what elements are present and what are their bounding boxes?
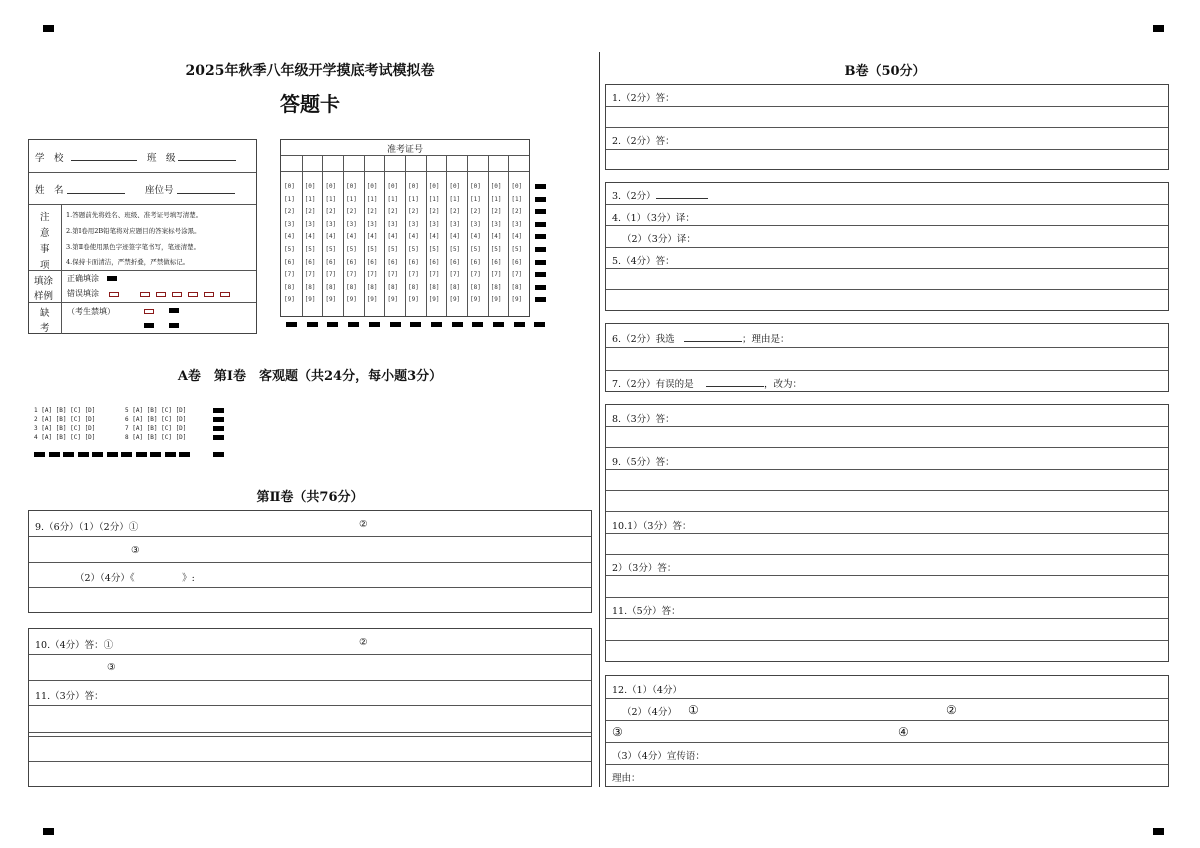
exam-id-digit-bubble[interactable]: [9] [511,296,523,304]
timing-mark [136,452,147,457]
timing-mark [472,322,483,327]
exam-id-digit-bubble[interactable]: [0] [449,183,461,190]
info-box [28,139,257,334]
notice-3: 3.第Ⅱ卷使用黑色字迹签字笔书写，笔迹清楚。 [66,243,201,251]
timing-mark [150,452,161,457]
notice-4: 4.保持卡面清洁，严禁折叠，严禁做标记。 [66,258,190,266]
absent-label-1: 缺 [40,308,50,319]
timing-mark [535,209,546,214]
exam-id-digit-bubble[interactable]: [3] [304,220,316,228]
timing-mark [535,260,546,265]
exam-id-digit-bubble[interactable]: [6] [449,258,461,266]
exam-id-digit-bubble[interactable]: [6] [428,258,440,266]
b-q4-1: 4.（1）（3分）译： [612,213,695,224]
wrong-fill-sample-2 [140,292,150,297]
b-q6-blank[interactable] [684,341,742,342]
timing-mark [535,222,546,227]
exam-id-digit-bubble[interactable]: [5] [304,246,316,253]
exam-id-digit-bubble[interactable]: [1] [490,195,502,203]
seat-field[interactable] [177,193,235,194]
timing-mark [410,322,421,327]
exam-id-digit-bubble[interactable]: [2] [387,208,399,216]
choice-question-row[interactable]: 5 [A] [B] [C] [D] [125,407,187,414]
exam-id-digit-bubble[interactable]: [6] [470,258,481,266]
exam-id-digit-bubble[interactable]: [1] [284,195,295,203]
exam-id-digit-bubble[interactable]: [3] [325,220,337,228]
b-q12-circle-3: ③ [612,725,623,739]
exam-title: 2025年秋季八年级开学摸底考试模拟卷 [185,63,435,79]
exam-id-digit-bubble[interactable]: [2] [304,208,316,216]
b-q5: 5.（4分）答： [612,256,675,267]
exam-id-digit-bubble[interactable]: [6] [325,258,337,266]
exam-id-digit-bubble[interactable]: [5] [470,246,481,253]
notice-label-3: 事 [40,244,50,255]
corner-mark-top-right [1153,25,1164,32]
absent-box[interactable] [144,309,154,314]
section-2-title: 第Ⅱ卷（共76分） [256,490,364,505]
timing-mark [49,452,60,457]
exam-id-digit-bubble[interactable]: [6] [366,258,378,266]
exam-id-digit-bubble[interactable]: [4] [490,233,502,241]
q9-circle-2: ② [359,519,368,530]
timing-mark [327,322,338,327]
timing-mark [535,234,546,239]
corner-mark-bottom-right [1153,828,1164,835]
exam-id-digit-bubble[interactable]: [2] [408,208,419,216]
exam-id-digit-bubble[interactable]: [7] [325,271,337,279]
wrong-fill-label: 错误填涂 [67,289,99,298]
exam-id-digit-bubble[interactable]: [0] [325,183,337,190]
exam-id-digit-bubble[interactable]: [9] [449,296,461,304]
exam-id-digit-bubble[interactable]: [4] [366,233,378,241]
b-q6: 6.（2分）我选 [612,334,675,345]
exam-id-digit-bubble[interactable]: [3] [387,220,399,228]
exam-id-digit-bubble[interactable]: [9] [408,296,419,304]
exam-id-digit-bubble[interactable]: [9] [366,296,378,304]
b-q12-circle-1: ① [688,703,699,717]
exam-id-digit-bubble[interactable]: [3] [408,220,419,228]
timing-mark [92,452,103,457]
timing-mark [213,435,224,440]
wrong-fill-sample-7 [220,292,230,297]
b-q6-7-box [605,323,1169,392]
sample-label-2: 样例 [34,291,54,302]
b-q12-circle-2: ② [946,703,957,717]
corner-mark-bottom-left [43,828,54,835]
exam-id-digit-bubble[interactable]: [8] [366,283,378,291]
timing-mark [213,417,224,422]
school-field[interactable] [71,160,137,161]
exam-id-digit-bubble[interactable]: [8] [346,283,357,291]
q9-circle-3: ③ [131,545,140,556]
exam-id-digit-bubble[interactable]: [4] [387,233,399,241]
timing-mark [307,322,318,327]
exam-id-digit-bubble[interactable]: [6] [511,258,523,266]
exam-id-digit-bubble[interactable]: [2] [428,208,440,216]
timing-mark [535,184,546,189]
exam-id-digit-bubble[interactable]: [1] [470,195,481,203]
b-q11: 11.（5分）答： [612,606,681,617]
exam-id-digit-bubble[interactable]: [6] [346,258,357,266]
timing-mark [390,322,401,327]
exam-id-digit-bubble[interactable]: [3] [490,220,502,228]
exam-id-digit-bubble[interactable]: [4] [511,233,523,241]
q10-11-box [28,628,592,787]
b-q10-1: 10.1）（3分）答： [612,521,692,532]
exam-id-digit-bubble[interactable]: [2] [284,208,295,216]
exam-id-digit-bubble[interactable]: [0] [511,183,523,190]
exam-id-digit-bubble[interactable]: [6] [387,258,399,266]
exam-id-digit-bubble[interactable]: [9] [387,296,399,304]
timing-mark [514,322,525,327]
timing-mark [431,322,442,327]
exam-id-digit-bubble[interactable]: [9] [346,296,357,304]
exam-id-digit-bubble[interactable]: [7] [490,271,502,279]
notice-label-2: 意 [40,228,50,239]
timing-mark [534,322,545,327]
exam-id-digit-bubble[interactable]: [5] [428,246,440,253]
timing-mark [535,247,546,252]
correct-fill-label: 正确填涂 [67,274,99,283]
exam-id-digit-bubble[interactable]: [1] [304,195,316,203]
choice-question-row[interactable]: 6 [A] [B] [C] [D] [125,416,187,423]
choice-question-row[interactable]: 1 [A] [B] [C] [D] [34,407,96,414]
exam-id-digit-bubble[interactable]: [3] [449,220,461,228]
exam-id-digit-bubble[interactable]: [2] [470,208,481,216]
exam-id-digit-bubble[interactable]: [7] [428,271,440,279]
absent-label-2: 考 [40,323,50,334]
q10-circle-3: ③ [107,662,116,673]
exam-id-digit-bubble[interactable]: [4] [408,233,419,241]
exam-id-label: 准考证号 [386,145,423,155]
timing-mark [213,452,224,457]
b-q12-2: （2）（4分） [622,707,677,718]
notice-1: 1.答题前先将姓名、班级、准考证号填写清楚。 [66,211,203,219]
q10-circle-2: ② [359,637,368,648]
exam-id-digit-bubble[interactable]: [9] [325,296,337,304]
timing-mark [535,272,546,277]
b-q7-blank[interactable] [706,386,764,387]
school-label: 学 校 [35,153,64,164]
timing-mark [452,322,463,327]
q11-line: 11.（3分）答： [35,691,104,702]
section-b-title: B卷（50分） [844,64,926,79]
exam-id-digit-bubble[interactable]: [0] [366,183,378,190]
choice-question-row[interactable]: 4 [A] [B] [C] [D] [34,434,96,441]
choice-question-row[interactable]: 2 [A] [B] [C] [D] [34,416,96,423]
corner-mark-top-left [43,25,54,32]
b-q8-11-box [605,404,1169,662]
exam-id-digit-bubble[interactable]: [8] [449,283,461,291]
b-q9: 9.（5分）答： [612,457,675,468]
exam-id-digit-bubble[interactable]: [5] [408,246,419,253]
q9-line1: 9.（6分）（1）（2分）① [35,522,139,533]
exam-id-digit-bubble[interactable]: [9] [490,296,502,304]
exam-id-digit-bubble[interactable]: [3] [428,220,440,228]
exam-id-digit-bubble[interactable]: [1] [408,195,419,203]
exam-id-digit-bubble[interactable]: [6] [304,258,316,266]
exam-id-digit-bubble[interactable]: [9] [428,296,440,304]
exam-id-digit-bubble[interactable]: [5] [387,246,399,253]
timing-mark [493,322,504,327]
exam-id-digit-bubble[interactable]: [1] [346,195,357,203]
b-q8: 8.（3分）答： [612,414,675,425]
q9-line3: （2）（4分）《 》: [75,573,195,584]
exam-id-digit-bubble[interactable]: [4] [325,233,337,241]
b-q12-box [605,675,1169,787]
page-divider [599,52,600,787]
b-q7-fix: ，改为： [764,379,803,390]
exam-id-digit-bubble[interactable]: [3] [284,220,295,228]
exam-id-digit-bubble[interactable]: [4] [428,233,440,241]
timing-mark [63,452,74,457]
choice-question-row[interactable]: 7 [A] [B] [C] [D] [125,425,187,432]
exam-id-digit-bubble[interactable]: [7] [449,271,461,279]
exam-id-digit-bubble[interactable]: [0] [408,183,419,190]
exam-id-digit-bubble[interactable]: [8] [490,283,502,291]
exam-id-digit-bubble[interactable]: [4] [304,233,316,241]
exam-id-digit-bubble[interactable]: [5] [511,246,523,253]
absent-note: （考生禁填） [67,307,115,316]
notice-2: 2.第Ⅰ卷用2B铅笔将对应题目的答案标号涂黑。 [66,227,201,235]
absent-mark [169,308,179,313]
q9-answer-area[interactable] [29,588,591,612]
exam-id-digit-bubble[interactable]: [9] [304,296,316,304]
absent-mark-2 [144,323,154,328]
exam-id-digit-bubble[interactable]: [6] [408,258,419,266]
exam-id-digit-bubble[interactable]: [7] [470,271,481,279]
exam-id-digit-bubble[interactable]: [7] [346,271,357,279]
timing-mark [535,197,546,202]
notice-label-1: 注 [40,212,50,223]
name-label: 姓 名 [35,185,64,196]
timing-mark [165,452,176,457]
exam-id-digit-bubble[interactable]: [0] [490,183,502,190]
exam-id-digit-bubble[interactable]: [2] [346,208,357,216]
exam-id-digit-bubble[interactable]: [3] [366,220,378,228]
exam-id-digit-bubble[interactable]: [1] [325,195,337,203]
b-q6-reason: ；理由是： [742,334,790,345]
exam-id-digit-bubble[interactable]: [1] [366,195,378,203]
b-q12-reason: 理由： [612,773,641,784]
b-q7: 7.（2分）有误的是 [612,379,694,390]
timing-mark [121,452,132,457]
timing-mark [348,322,359,327]
b-q3: 3.（2分） [612,191,656,202]
q11-answer-area[interactable] [29,706,591,786]
exam-id-digit-bubble[interactable]: [1] [449,195,461,203]
timing-mark [107,452,118,457]
exam-id-digit-bubble[interactable]: [0] [470,183,481,190]
sample-label-1: 填涂 [34,276,54,287]
exam-id-digit-bubble[interactable]: [4] [449,233,461,241]
exam-id-digit-bubble[interactable]: [6] [490,258,502,266]
correct-fill-sample [107,276,117,281]
b-q12-circle-4: ④ [898,725,909,739]
exam-id-digit-bubble[interactable]: [9] [284,296,295,304]
wrong-fill-sample-6 [204,292,214,297]
timing-mark [179,452,190,457]
exam-id-digit-bubble[interactable]: [8] [511,283,523,291]
b-q2: 2.（2分）答： [612,136,675,147]
exam-id-grid [280,139,530,317]
exam-id-digit-bubble[interactable]: [8] [470,283,481,291]
timing-mark [535,285,546,290]
choice-question-row[interactable]: 8 [A] [B] [C] [D] [125,434,187,441]
exam-id-digit-bubble[interactable]: [2] [325,208,337,216]
timing-mark [286,322,297,327]
exam-id-digit-bubble[interactable]: [2] [511,208,523,216]
timing-mark [213,408,224,413]
exam-id-digit-bubble[interactable]: [2] [490,208,502,216]
exam-id-digit-bubble[interactable]: [6] [284,258,295,266]
exam-id-digit-bubble[interactable]: [0] [284,183,295,190]
absent-mark-3 [169,323,179,328]
exam-id-digit-bubble[interactable]: [0] [387,183,399,190]
exam-id-digit-bubble[interactable]: [5] [366,246,378,253]
timing-mark [34,452,45,457]
wrong-fill-sample-4 [172,292,182,297]
seat-label: 座位号 [145,185,174,196]
exam-id-digit-bubble[interactable]: [0] [346,183,357,190]
exam-id-digit-bubble[interactable]: [1] [428,195,440,203]
timing-mark [369,322,380,327]
b-q12-1: 12.（1）（4分） [612,685,682,696]
exam-id-digit-bubble[interactable]: [5] [490,246,502,253]
exam-id-digit-bubble[interactable]: [4] [284,233,295,241]
card-title: 答题卡 [280,92,340,116]
exam-id-digit-bubble[interactable]: [8] [304,283,316,291]
exam-id-digit-bubble[interactable]: [1] [511,195,523,203]
b-q1-2-box [605,84,1169,170]
timing-mark [213,426,224,431]
name-field[interactable] [67,193,125,194]
exam-id-digit-bubble[interactable]: [8] [428,283,440,291]
q9-box [28,510,592,613]
exam-id-digit-bubble[interactable]: [8] [325,283,337,291]
exam-id-digit-bubble[interactable]: [3] [346,220,357,228]
timing-mark [78,452,89,457]
exam-id-digit-bubble[interactable]: [7] [511,271,523,279]
exam-id-digit-bubble[interactable]: [4] [470,233,481,241]
exam-id-digit-bubble[interactable]: [5] [325,246,337,253]
exam-id-digit-bubble[interactable]: [8] [408,283,419,291]
exam-id-digit-bubble[interactable]: [9] [470,296,481,304]
q10-line1: 10.（4分）答：① [35,640,114,651]
timing-mark [535,297,546,302]
b-q3-blank[interactable] [656,198,708,199]
b-q12-3: （3）（4分）宣传语： [612,751,705,762]
class-label: 班 级 [147,153,176,164]
exam-id-digit-bubble[interactable]: [7] [408,271,419,279]
class-field[interactable] [178,160,236,161]
exam-id-digit-bubble[interactable]: [5] [449,246,461,253]
exam-id-digit-bubble[interactable]: [3] [511,220,523,228]
section-a-title: A卷 第Ⅰ卷 客观题（共24分，每小题3分） [177,369,443,384]
exam-id-digit-bubble[interactable]: [5] [284,246,295,253]
b-q1: 1.（2分）答： [612,93,675,104]
wrong-fill-sample-3 [156,292,166,297]
exam-id-digit-bubble[interactable]: [7] [366,271,378,279]
b-q3-5-box [605,182,1169,311]
exam-id-digit-bubble[interactable]: [7] [387,271,399,279]
exam-id-digit-bubble[interactable]: [8] [387,283,399,291]
wrong-fill-sample-5 [188,292,198,297]
exam-id-digit-bubble[interactable]: [2] [449,208,461,216]
choice-question-row[interactable]: 3 [A] [B] [C] [D] [34,425,96,432]
wrong-fill-sample-1 [109,292,119,297]
exam-id-digit-bubble[interactable]: [2] [366,208,378,216]
exam-id-digit-bubble[interactable]: [0] [304,183,316,190]
exam-id-digit-bubble[interactable]: [4] [346,233,357,241]
exam-id-digit-bubble[interactable]: [5] [346,246,357,253]
b-q4-2: （2）（3分）译： [622,234,696,245]
exam-id-digit-bubble[interactable]: [8] [284,283,295,291]
exam-id-digit-bubble[interactable]: [7] [284,271,295,279]
exam-id-digit-bubble[interactable]: [1] [387,195,399,203]
b-q10-2: 2）（3分）答： [612,563,677,574]
exam-id-digit-bubble[interactable]: [3] [470,220,481,228]
notice-label-4: 项 [40,260,50,271]
exam-id-digit-bubble[interactable]: [0] [428,183,440,190]
exam-id-digit-bubble[interactable]: [7] [304,271,316,279]
